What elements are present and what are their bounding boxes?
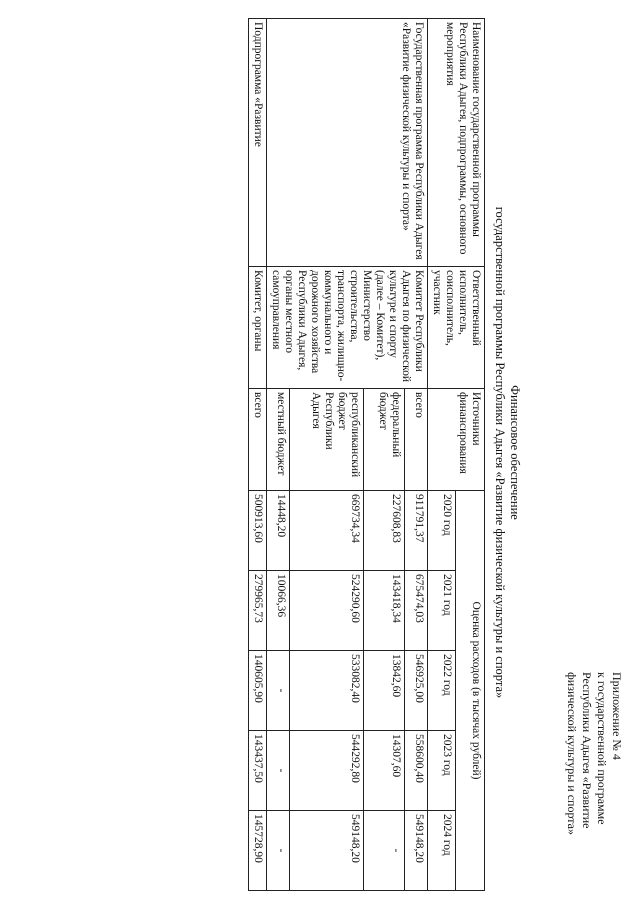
source-label: местный бюджет: [267, 389, 290, 491]
value-cell: -: [267, 811, 290, 891]
source-label: всего: [249, 389, 267, 491]
header-source: Источники финансирования: [428, 389, 485, 491]
appendix-line-4: физической культуры и спорта»: [565, 672, 579, 836]
value-cell: -: [364, 811, 404, 891]
program-name: Государственная программа Республики Адыгея «Развитие физической культуры и спорта»: [267, 19, 428, 267]
value-cell: 14307,60: [364, 731, 404, 811]
value-cell: 13842,60: [364, 651, 404, 731]
source-label: федеральный бюджет: [364, 389, 404, 491]
page-subtitle: государственной программы Республики Адыгея «Развитие физической культуры и спорта»: [493, 206, 507, 699]
source-label: республиканский бюджет Республики Адыгея: [290, 389, 364, 491]
value-cell: -: [267, 651, 290, 731]
header-estimate: Оценка расходов (в тысячах рублей): [456, 491, 485, 891]
program-row-total: [404, 19, 427, 891]
appendix-line-2: к государственной программе: [595, 672, 609, 825]
value-cell: 143437,50: [249, 731, 267, 811]
value-cell: 669734,34: [290, 491, 364, 571]
value-cell: 533082,40: [290, 651, 364, 731]
header-year-2024: 2024 год: [428, 811, 457, 891]
value-cell: 558600,40: [404, 731, 427, 811]
subprogram-responsible: Комитет, органы: [249, 267, 267, 389]
header-year-2021: 2021 год: [428, 571, 457, 651]
value-cell: 10066,36: [267, 571, 290, 651]
value-cell: 227608,83: [364, 491, 404, 571]
value-cell: 911791,37: [404, 491, 427, 571]
header-name: Наименование государственной программы Республики Адыгея, подпрограммы, основного мероприятия: [428, 19, 485, 267]
header-responsible: Ответственный исполнитель, соисполнитель, участник: [428, 267, 485, 389]
value-cell: 549148,20: [404, 811, 427, 891]
subprogram-name: Подпрограмма «Развитие: [249, 19, 267, 267]
value-cell: 524290,60: [290, 571, 364, 651]
value-cell: 143418,34: [364, 571, 404, 651]
header-year-2020: 2020 год: [428, 491, 457, 571]
value-cell: 675474,03: [404, 571, 427, 651]
header-row-1: [456, 19, 485, 891]
value-cell: 145728,90: [249, 811, 267, 891]
header-year-2022: 2022 год: [428, 651, 457, 731]
financing-table: [248, 18, 485, 891]
appendix-line-1: Приложение № 4: [610, 672, 624, 760]
value-cell: -: [267, 731, 290, 811]
page-title: Финансовое обеспечение: [508, 385, 522, 520]
source-label: всего: [404, 389, 427, 491]
value-cell: 544292,80: [290, 731, 364, 811]
value-cell: 14448,20: [267, 491, 290, 571]
value-cell: 500913,60: [249, 491, 267, 571]
appendix-note: [564, 672, 624, 882]
program-responsible: Комитет Республики Адыгея по физической культуре и спорту (далее – Комитет), Министерство строительства, транспорта, жилищно-коммунального и дорожного хозяйства Республики Адыгея, органы местного самоуправления: [267, 267, 428, 389]
value-cell: 546925,00: [404, 651, 427, 731]
header-year-2023: 2023 год: [428, 731, 457, 811]
value-cell: 549148,20: [290, 811, 364, 891]
subprogram-row-total: [249, 19, 267, 891]
appendix-line-3: Республики Адыгея «Развитие: [580, 672, 594, 829]
value-cell: 140605,90: [249, 651, 267, 731]
value-cell: 279965,73: [249, 571, 267, 651]
